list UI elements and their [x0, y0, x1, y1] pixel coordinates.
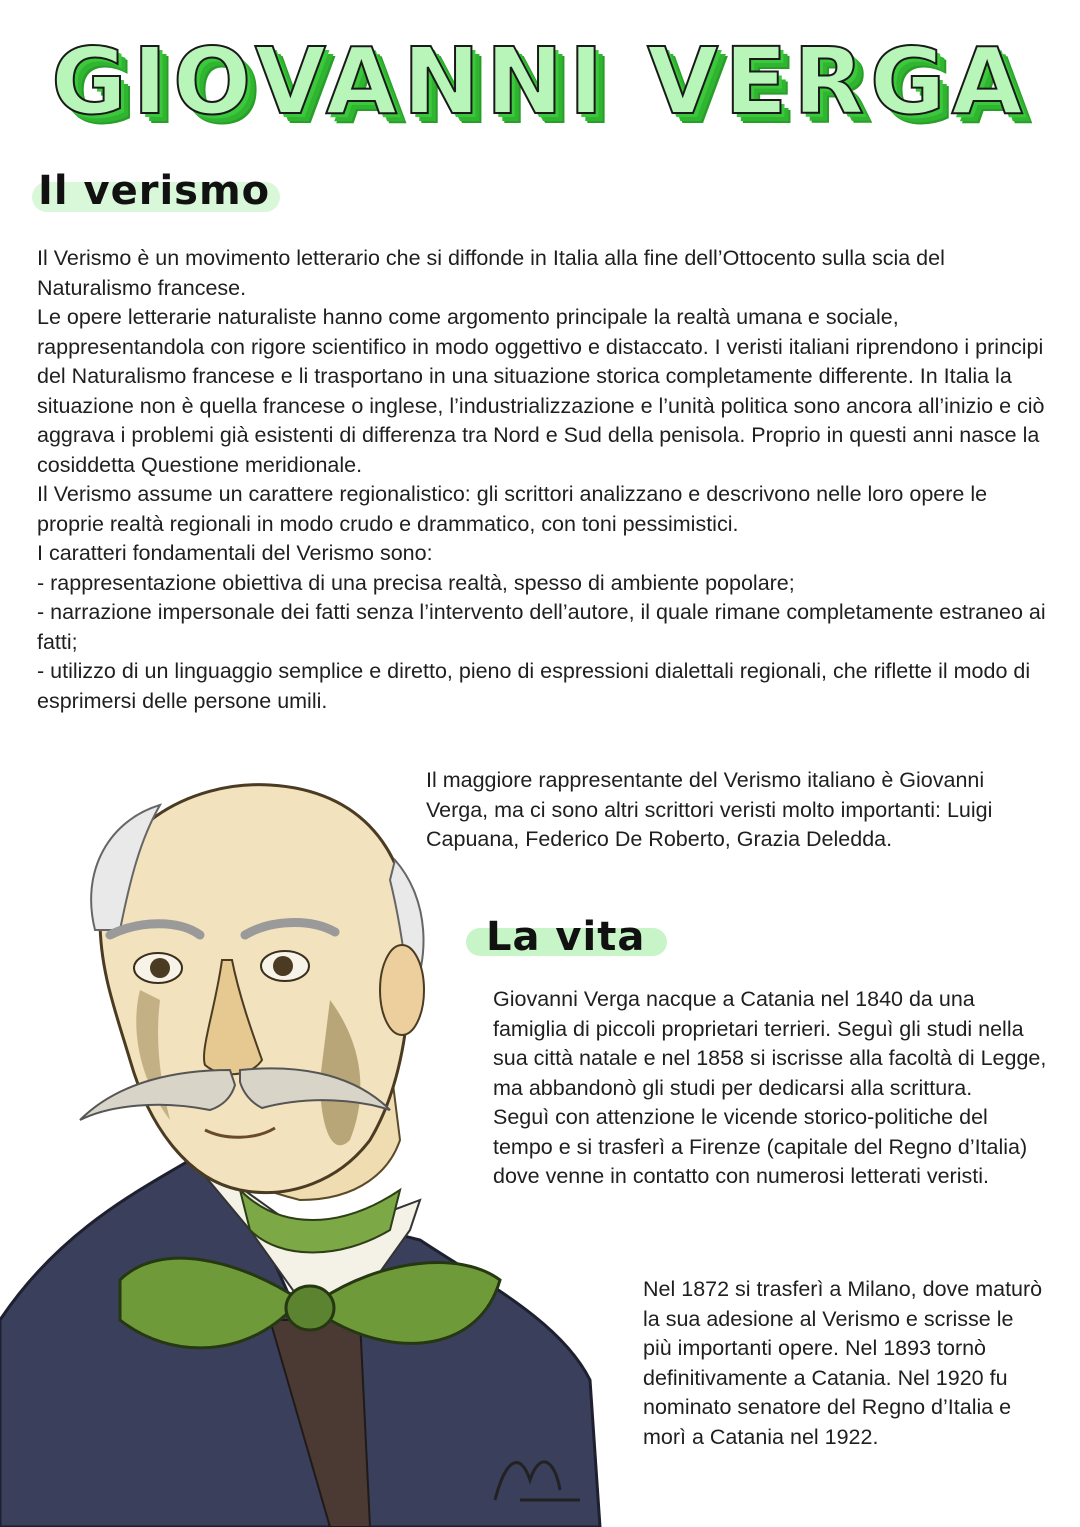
vita-paragraph: Giovanni Verga nacque a Catania nel 1840 da una famiglia di piccoli proprietari terrieri. Seguì gli studi nella sua città natale e nel 1858 si iscrisse alla facoltà di Legge, ma abbandonò gli studi per dedicarsi alla scrittura.: [493, 987, 1047, 1100]
verismo-list-item: - rappresentazione obiettiva di una precisa realtà, spesso di ambiente popolare;: [37, 570, 795, 595]
heading-verismo: Il verismo: [38, 168, 270, 214]
representatives-text: Il maggiore rappresentante del Verismo italiano è Giovanni Verga, ma ci sono altri scrittori veristi molto importanti: Luigi Capuana, Federico De Roberto, Grazia Deledda.: [426, 768, 993, 851]
heading-vita: La vita: [486, 914, 645, 960]
verismo-paragraph: Il Verismo assume un carattere regionalistico: gli scrittori analizzano e descrivono nelle loro opere le proprie realtà regionali in modo crudo e drammatico, con toni pessimistici.: [37, 482, 988, 536]
vita-paragraph-late: Nel 1872 si trasferì a Milano, dove maturò la sua adesione al Verismo e scrisse le più importanti opere. Nel 1893 tornò definitivamente a Catania. Nel 1920 fu nominato senatore del Regno d’Italia e morì a Catania nel 1922.: [643, 1277, 1043, 1449]
verismo-paragraph: Il Verismo è un movimento letterario che si diffonde in Italia alla fine dell’Ottocento sulla scia del Naturalismo francese.: [37, 246, 945, 300]
vita-paragraph: Seguì con attenzione le vicende storico-politiche del tempo e si trasferì a Firenze (capitale del Regno d’Italia) dove venne in contatto con numerosi letterati veristi.: [493, 1105, 1028, 1188]
verismo-list-item: - utilizzo di un linguaggio semplice e diretto, pieno di espressioni dialettali regionali, che riflette il modo di esprimersi delle persone umili.: [37, 659, 1031, 713]
page-title: GIOVANNI VERGA: [51, 28, 1029, 135]
verismo-text: [37, 244, 1047, 716]
verismo-list-item: - narrazione impersonale dei fatti senza l’intervento dell’autore, il quale rimane completamente estraneo ai fatti;: [37, 600, 1046, 654]
vita-text: [493, 985, 1053, 1192]
verismo-paragraph: I caratteri fondamentali del Verismo sono:: [37, 541, 433, 565]
verismo-paragraph: Le opere letterarie naturaliste hanno come argomento principale la realtà umana e sociale, rappresentandola con rigore scientifico in modo oggettivo e distaccato. I veristi italiani riprendono i principi del Naturalismo francese e li trasportano in una situazione storica completamente differente. In Italia la situazione non è quella francese o inglese, l’industrializzazione e l’unità politica sono ancora all’inizio e ciò aggrava i problemi già esistenti di differenza tra Nord e Sud della penisola. Proprio in questi anni nasce la cosiddetta Questione meridionale.: [37, 305, 1045, 477]
